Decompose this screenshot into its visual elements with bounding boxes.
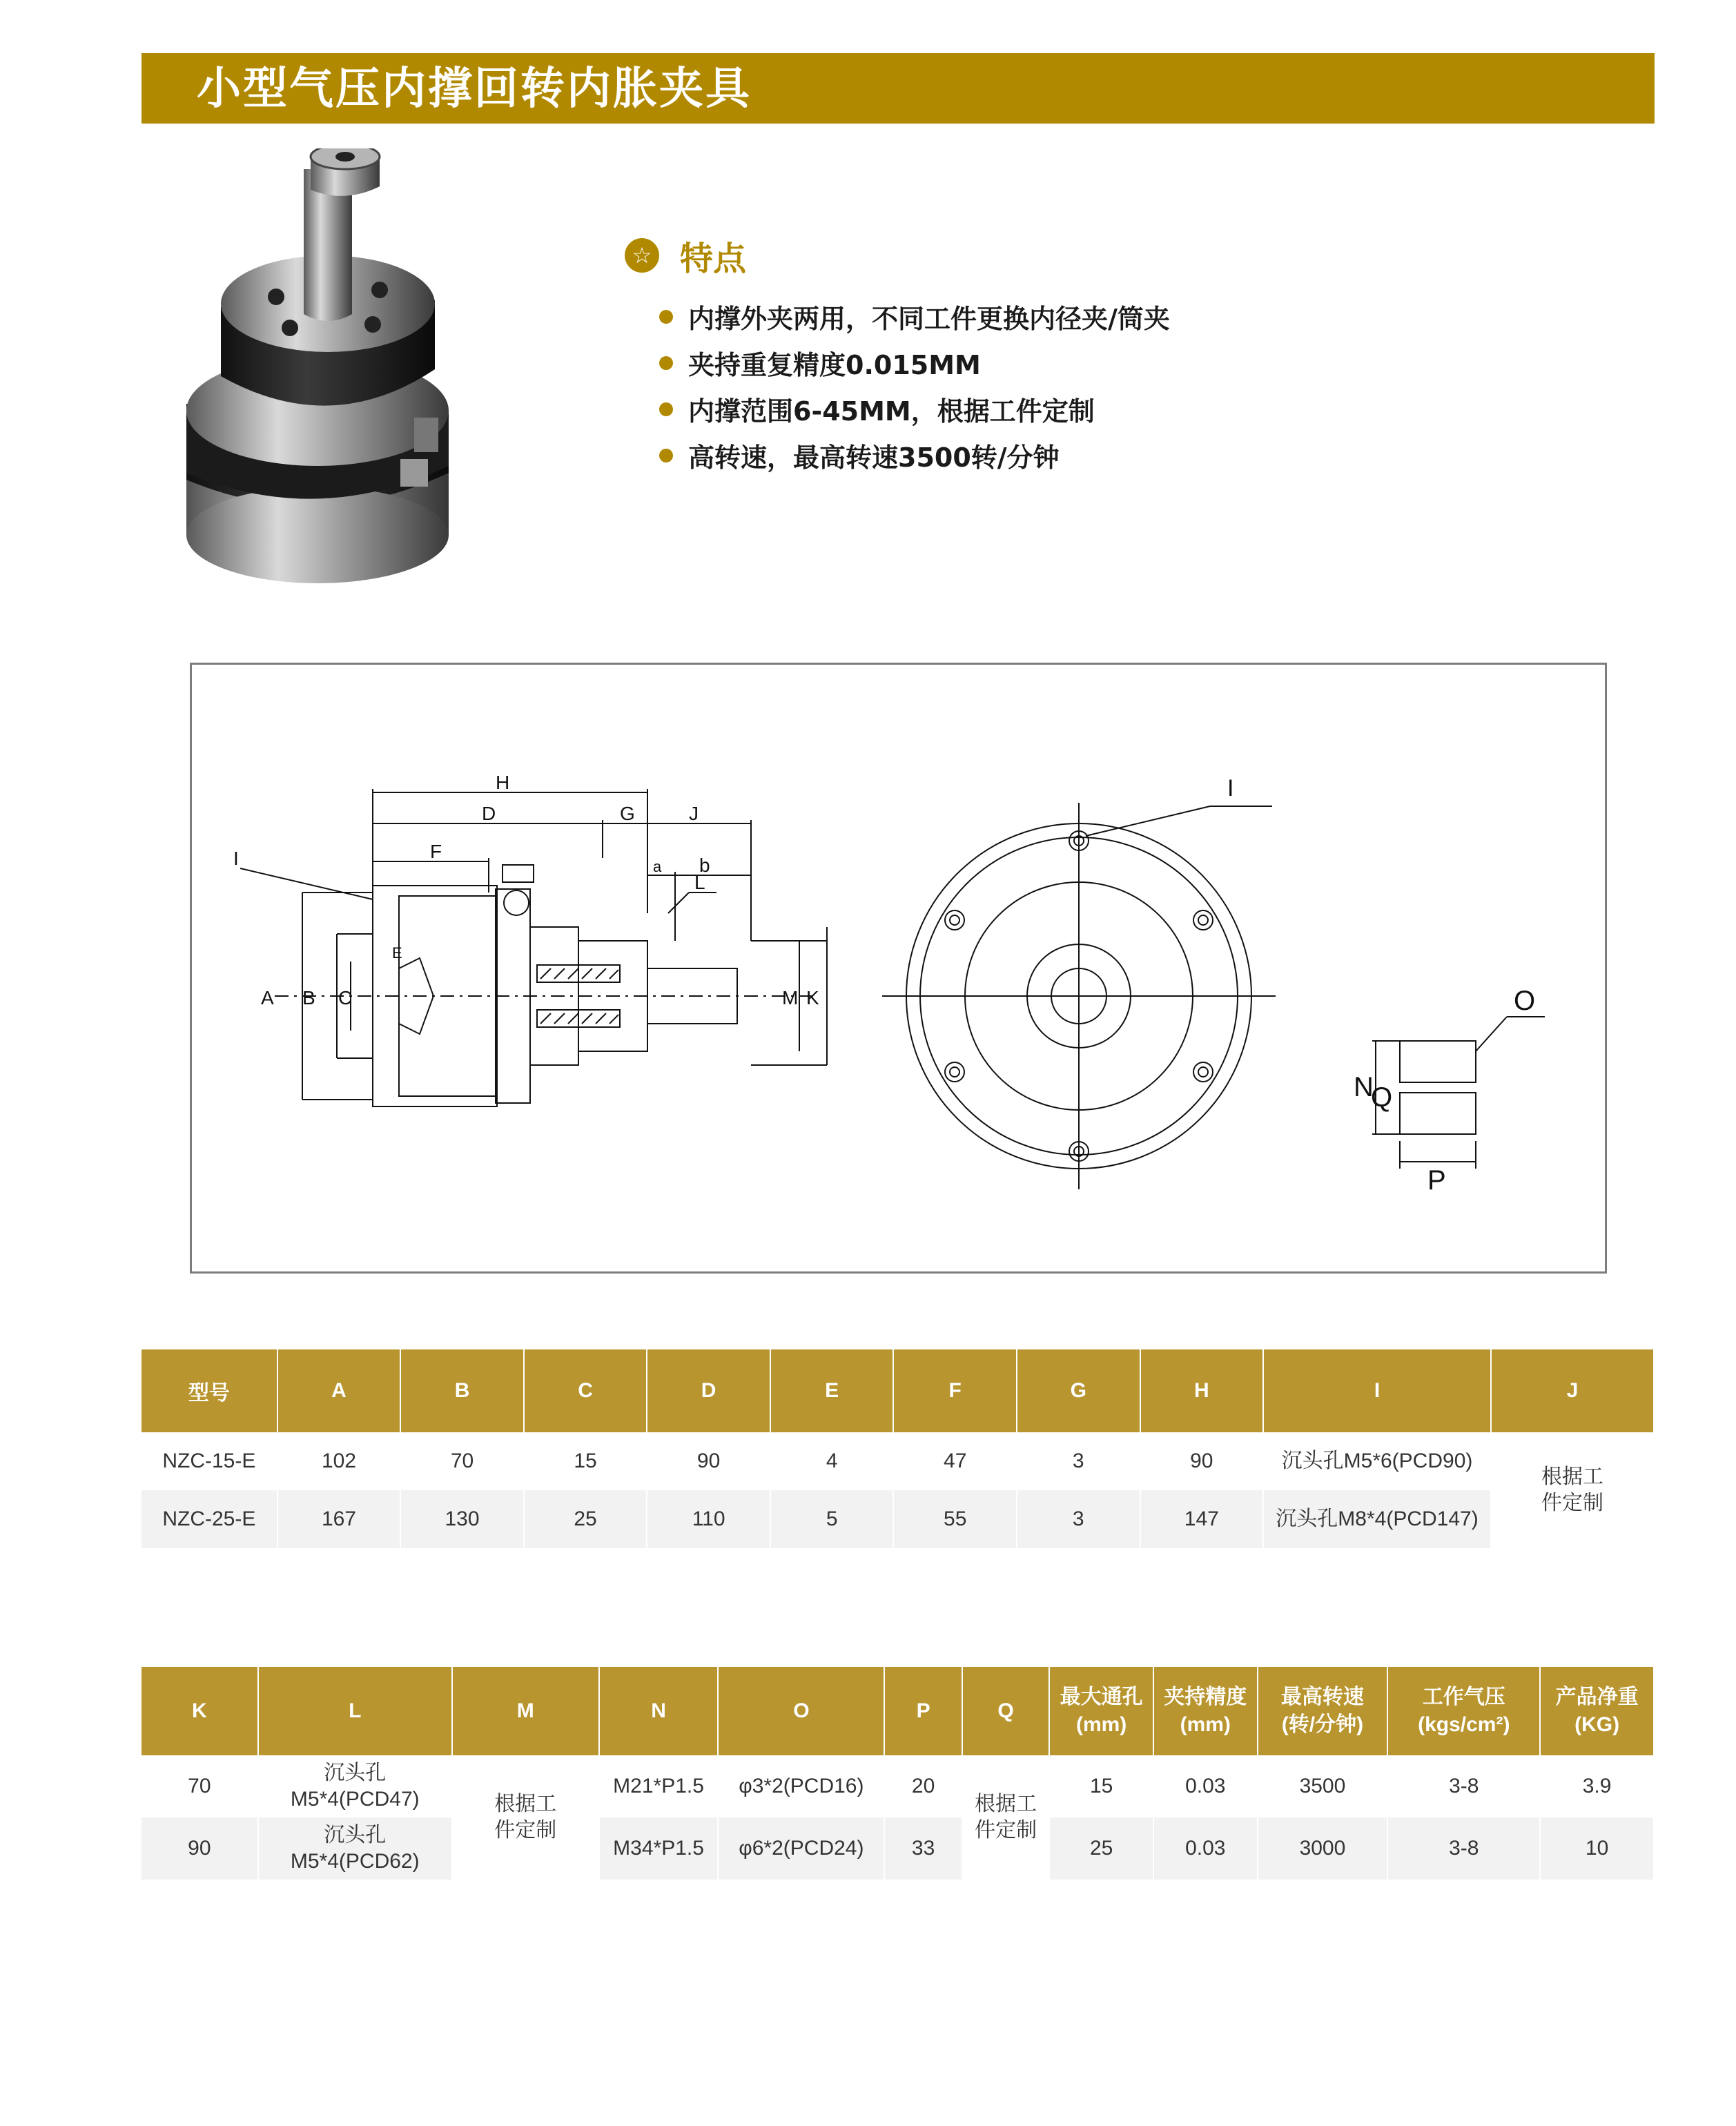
svg-text:G: G xyxy=(620,803,635,824)
bullet-icon xyxy=(659,449,673,462)
title-bar xyxy=(142,53,1655,124)
cell: 3 xyxy=(1017,1490,1140,1548)
cell: 3000 xyxy=(1258,1817,1388,1880)
cell: 90 xyxy=(1140,1432,1264,1490)
svg-text:K: K xyxy=(806,987,819,1008)
table-row xyxy=(142,1817,1654,1880)
header-line: (mm) xyxy=(1075,1713,1127,1736)
header-line: (KG) xyxy=(1574,1713,1620,1736)
star-icon: ☆ xyxy=(625,238,659,273)
table-row xyxy=(142,1432,1654,1490)
feature-item xyxy=(659,293,1170,340)
col-header: P xyxy=(884,1667,962,1755)
cell: 3-8 xyxy=(1387,1817,1540,1880)
header-line: (转/分钟) xyxy=(1281,1713,1364,1736)
table-row xyxy=(142,1755,1654,1817)
svg-text:I: I xyxy=(233,848,239,869)
cell: M21*P1.5 xyxy=(599,1755,719,1817)
svg-text:b: b xyxy=(699,855,710,876)
cell: 3 xyxy=(1017,1432,1140,1490)
header-line: 夹持精度 xyxy=(1164,1686,1247,1708)
svg-text:Q: Q xyxy=(1371,1082,1393,1113)
cell: 110 xyxy=(647,1490,770,1548)
feature-text: 内撑范围6-45MM，根据工件定制 xyxy=(688,396,1095,427)
cell: 102 xyxy=(277,1432,401,1490)
cell: 47 xyxy=(893,1432,1017,1490)
spec-table-1 xyxy=(142,1349,1655,1548)
cell: φ3*2(PCD16) xyxy=(718,1755,884,1817)
cell: 3-8 xyxy=(1387,1755,1540,1817)
svg-text:a: a xyxy=(653,858,662,875)
cell: 70 xyxy=(142,1755,258,1817)
cell: 10 xyxy=(1540,1817,1654,1880)
col-header: E xyxy=(770,1349,894,1432)
cell: 3500 xyxy=(1258,1755,1388,1817)
cell: 沉头孔M5*6(PCD90) xyxy=(1263,1432,1491,1490)
col-header xyxy=(1153,1667,1258,1755)
header-line: (mm) xyxy=(1180,1713,1231,1736)
bullet-icon xyxy=(659,356,673,370)
svg-text:D: D xyxy=(482,803,496,824)
svg-text:N: N xyxy=(1354,1072,1374,1102)
bullet-icon xyxy=(659,402,673,416)
svg-text:I: I xyxy=(1227,775,1234,801)
svg-text:A: A xyxy=(261,987,274,1008)
cell: 3.9 xyxy=(1540,1755,1654,1817)
col-header xyxy=(1540,1667,1654,1755)
feature-item xyxy=(659,386,1170,432)
cell-line: 件定制 xyxy=(494,1819,557,1842)
cell: 20 xyxy=(884,1755,962,1817)
cell: 33 xyxy=(884,1817,962,1880)
features-section xyxy=(625,235,1315,483)
header-line: 最大通孔 xyxy=(1060,1686,1143,1708)
features-heading xyxy=(625,235,746,276)
feature-text: 内撑外夹两用，不同工件更换内径夹/筒夹 xyxy=(688,304,1170,334)
bullet-icon xyxy=(659,310,673,324)
svg-text:O: O xyxy=(1514,986,1536,1016)
cell xyxy=(258,1755,452,1817)
cell: M34*P1.5 xyxy=(599,1817,719,1880)
col-header: F xyxy=(893,1349,1017,1432)
cell: 15 xyxy=(524,1432,647,1490)
table-header-row xyxy=(142,1667,1654,1755)
feature-text: 高转速，最高转速3500转/分钟 xyxy=(688,442,1060,473)
cell-line: 根据工 xyxy=(975,1793,1037,1815)
cell: 沉头孔M8*4(PCD147) xyxy=(1263,1490,1491,1548)
cell-j-custom xyxy=(1491,1432,1654,1548)
cell: 25 xyxy=(1049,1817,1153,1880)
cell-line: 根据工 xyxy=(494,1793,557,1815)
header-line: 工作气压 xyxy=(1422,1686,1505,1708)
col-header: M xyxy=(452,1667,599,1755)
svg-text:C: C xyxy=(338,987,353,1008)
col-header: O xyxy=(718,1667,884,1755)
table-header-row xyxy=(142,1349,1654,1432)
cell-line: 沉头孔 xyxy=(324,1824,387,1846)
cell: φ6*2(PCD24) xyxy=(718,1817,884,1880)
col-header: B xyxy=(400,1349,524,1432)
cell-line: 根据工 xyxy=(1541,1465,1603,1488)
col-header xyxy=(1258,1667,1388,1755)
page-title: 小型气压内撑回转内胀夹具 xyxy=(197,64,752,115)
feature-item xyxy=(659,432,1170,478)
cell: 0.03 xyxy=(1153,1817,1258,1880)
features-list xyxy=(659,293,1170,478)
header-line: (kgs/cm²) xyxy=(1418,1713,1510,1736)
cell: 5 xyxy=(770,1490,894,1548)
cell: 4 xyxy=(770,1432,894,1490)
svg-text:P: P xyxy=(1427,1165,1446,1196)
svg-text:M: M xyxy=(782,987,799,1008)
svg-text:J: J xyxy=(689,803,699,824)
col-header: D xyxy=(647,1349,770,1432)
cell: NZC-25-E xyxy=(142,1490,277,1548)
spec-table-2 xyxy=(142,1667,1655,1880)
front-view xyxy=(882,775,1276,1189)
cell-line: 件定制 xyxy=(1541,1492,1603,1514)
col-header: 型号 xyxy=(142,1349,277,1432)
cell-line: 沉头孔 xyxy=(324,1762,387,1784)
cell-q-custom xyxy=(962,1755,1050,1880)
col-header: N xyxy=(599,1667,719,1755)
col-header: I xyxy=(1263,1349,1491,1432)
technical-drawing xyxy=(190,663,1607,1274)
cell-m-custom xyxy=(452,1755,599,1880)
col-header: G xyxy=(1017,1349,1140,1432)
col-header: Q xyxy=(962,1667,1050,1755)
cell: 70 xyxy=(400,1432,524,1490)
svg-text:B: B xyxy=(302,987,315,1008)
header-line: 最高转速 xyxy=(1280,1686,1364,1708)
cell: 147 xyxy=(1140,1490,1264,1548)
cell: 55 xyxy=(893,1490,1017,1548)
col-header: L xyxy=(258,1667,452,1755)
feature-text: 夹持重复精度0.015MM xyxy=(688,350,981,380)
svg-text:H: H xyxy=(496,772,510,793)
cell: 0.03 xyxy=(1153,1755,1258,1817)
cell: 25 xyxy=(524,1490,647,1548)
cell: 167 xyxy=(277,1490,401,1548)
cell: 90 xyxy=(647,1432,770,1490)
table-row xyxy=(142,1490,1654,1548)
svg-text:E: E xyxy=(392,944,402,962)
col-header xyxy=(1387,1667,1540,1755)
cell: 90 xyxy=(142,1817,258,1880)
cell: 15 xyxy=(1049,1755,1153,1817)
cell xyxy=(258,1817,452,1880)
cell-line: 件定制 xyxy=(975,1819,1037,1842)
cell: NZC-15-E xyxy=(142,1432,277,1490)
col-header: J xyxy=(1491,1349,1654,1432)
svg-text:F: F xyxy=(430,841,442,862)
cell: 130 xyxy=(400,1490,524,1548)
col-header: K xyxy=(142,1667,258,1755)
header-line: 产品净重 xyxy=(1555,1686,1639,1708)
side-view xyxy=(233,772,827,1106)
feature-item xyxy=(659,340,1170,386)
col-header: C xyxy=(524,1349,647,1432)
col-header xyxy=(1049,1667,1153,1755)
col-header: A xyxy=(277,1349,401,1432)
features-title: 特点 xyxy=(680,239,747,278)
cell-line: M5*4(PCD47) xyxy=(290,1788,420,1811)
product-image xyxy=(173,148,497,597)
svg-text:L: L xyxy=(694,872,705,893)
col-header: H xyxy=(1140,1349,1264,1432)
cell-line: M5*4(PCD62) xyxy=(290,1850,420,1873)
detail-view xyxy=(1354,986,1545,1196)
